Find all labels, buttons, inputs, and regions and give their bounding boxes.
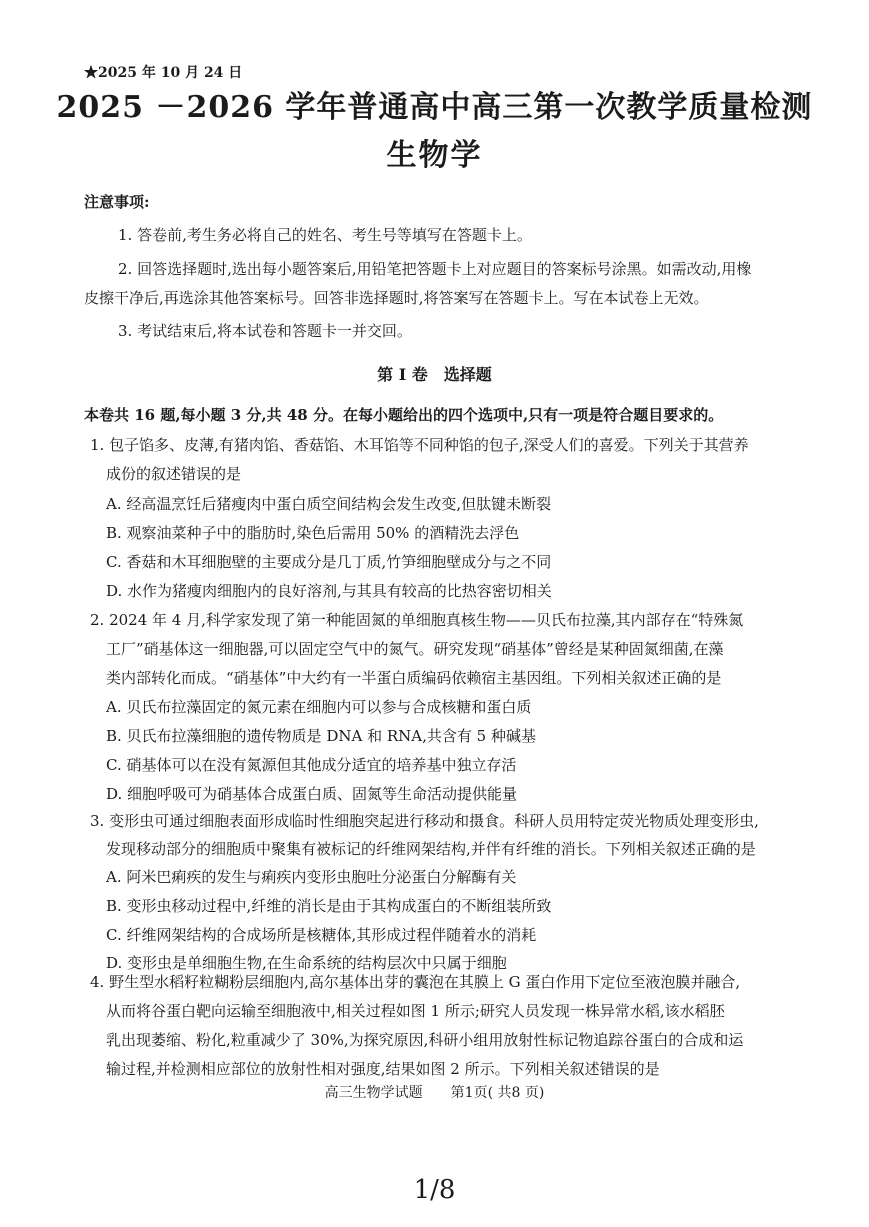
exam-subject: 生物学: [386, 138, 483, 173]
notice-item-3: 3. 考试结束后,将本试卷和答题卡一并交回。: [118, 322, 412, 340]
q1-option-c: C. 香菇和木耳细胞壁的主要成分是几丁质,竹笋细胞壁成分与之不同: [106, 553, 552, 571]
q2-option-a: A. 贝氏布拉藻固定的氮元素在细胞内可以参与合成核糖和蛋白质: [106, 698, 532, 716]
q3-option-c: C. 纤维网架结构的合成场所是核糖体,其形成过程伴随着水的消耗: [106, 926, 537, 944]
q1-stem-line-2: 成份的叙述错误的是: [106, 465, 242, 483]
q2-option-b: B. 贝氏布拉藻细胞的遗传物质是 DNA 和 RNA,共含有 5 种碱基: [106, 727, 536, 745]
q1-option-a: A. 经高温烹饪后猪瘦肉中蛋白质空间结构会发生改变,但肽键未断裂: [106, 495, 552, 513]
q3-stem-line-1: 3. 变形虫可通过细胞表面形成临时性细胞突起进行移动和摄食。科研人员用特定荧光物质处理变形虫,: [90, 812, 759, 830]
q4-stem-line-3: 乳出现萎缩、粉化,粒重减少了 30%,为探究原因,科研小组用放射性标记物追踪谷蛋白的合成和运: [106, 1031, 744, 1049]
q3-option-b: B. 变形虫移动过程中,纤维的消长是由于其构成蛋白的不断组装所致: [106, 897, 552, 915]
q3-stem-line-2: 发现移动部分的细胞质中聚集有被标记的纤维网架结构,并伴有纤维的消长。下列相关叙述正确的是: [106, 840, 756, 858]
q2-option-c: C. 硝基体可以在没有氮源但其他成分适宜的培养基中独立存活: [106, 756, 517, 774]
notice-item-2-line-2: 皮擦干净后,再选涂其他答案标号。回答非选择题时,将答案写在答题卡上。写在本试卷上无效。: [84, 289, 709, 307]
q4-stem-line-4: 输过程,并检测相应部位的放射性相对强度,结果如图 2 所示。下列相关叙述错误的是: [106, 1060, 660, 1078]
q2-stem-line-1: 2. 2024 年 4 月,科学家发现了第一种能固氮的单细胞真核生物——贝氏布拉藻,其内部存在“特殊氮: [90, 611, 744, 629]
notice-item-2-line-1: 2. 回答选择题时,选出每小题答案后,用铅笔把答题卡上对应题目的答案标号涂黑。如需改动,用橡: [118, 260, 752, 278]
notice-item-1: 1. 答卷前,考生务必将自己的姓名、考生号等填写在答题卡上。: [118, 226, 532, 244]
notice-heading: 注意事项:: [84, 193, 150, 211]
q3-option-a: A. 阿米巴痢疾的发生与痢疾内变形虫胞吐分泌蛋白分解酶有关: [106, 868, 517, 886]
q1-option-d: D. 水作为猪瘦肉细胞内的良好溶剂,与其具有较高的比热容密切相关: [106, 582, 552, 600]
q2-stem-line-3: 类内部转化而成。“硝基体”中大约有一半蛋白质编码依赖宿主基因组。下列相关叙述正确的是: [106, 669, 722, 687]
page-footer: 高三生物学试题 第1页( 共8 页): [324, 1085, 545, 1101]
q4-stem-line-1: 4. 野生型水稻籽粒糊粉层细胞内,高尔基体出芽的囊泡在其膜上 G 蛋白作用下定位至液泡膜并融合,: [90, 973, 741, 991]
q2-stem-line-2: 工厂”硝基体这一细胞器,可以固定空气中的氮气。研究发现“硝基体”曾经是某种固氮细菌,在藻: [106, 640, 724, 658]
exam-title: 2025 －2026 学年普通高中高三第一次教学质量检测: [56, 90, 813, 125]
q2-option-d: D. 细胞呼吸可为硝基体合成蛋白质、固氮等生命活动提供能量: [106, 785, 518, 803]
q1-stem-line-1: 1. 包子馅多、皮薄,有猪肉馅、香菇馅、木耳馅等不同种馅的包子,深受人们的喜爱。下列关于其营养: [90, 436, 749, 454]
q4-stem-line-2: 从而将谷蛋白靶向运输至细胞液中,相关过程如图 1 所示;研究人员发现一株异常水稻,该水稻胚: [106, 1002, 725, 1020]
q1-option-b: B. 观察油菜种子中的脂肪时,染色后需用 50% 的酒精洗去浮色: [106, 524, 520, 542]
page-number: 1/8: [413, 1175, 456, 1205]
q3-option-d: D. 变形虫是单细胞生物,在生命系统的结构层次中只属于细胞: [106, 954, 507, 972]
exam-date: ★2025 年 10 月 24 日: [84, 65, 243, 81]
section-title: 第 Ⅰ 卷 选择题: [377, 365, 492, 384]
section-instruction: 本卷共 16 题,每小题 3 分,共 48 分。在每小题给出的四个选项中,只有一项是符合题目要求的。: [84, 406, 724, 424]
